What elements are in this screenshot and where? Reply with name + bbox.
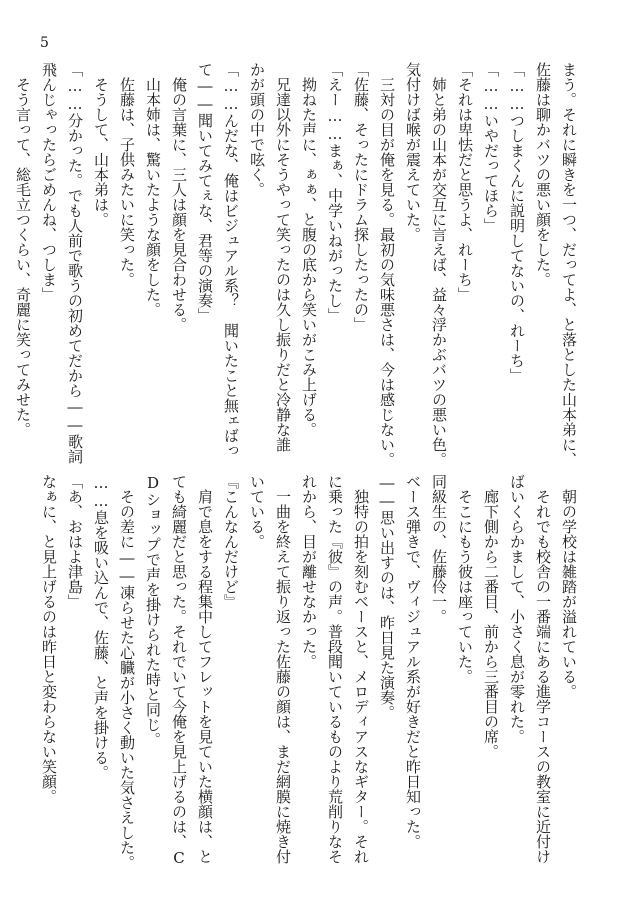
text-line: 山本姉は、驚いたような顔をした。 [144, 77, 162, 317]
page-number: 5 [40, 35, 49, 51]
text-line: 肩で息をする程集中してフレットを見ていた横顔は、と [196, 489, 214, 864]
text-line: かが頭の中で呟く。 [248, 62, 266, 197]
text-line: 「……つしまくんに説明してないの、れーち」 [508, 62, 526, 383]
text-line: 「えー……まぁ、中学いねがったし」 [326, 62, 344, 323]
text-line: Dショップで声を掛けられた時と同じ。 [144, 474, 162, 747]
text-line: に乗った『彼』の声。普段聞いているものより荒削りなそ [326, 474, 344, 864]
text-line: 佐藤は聊かバツの悪い顔をした。 [534, 62, 552, 287]
text-line: ――思い出すのは、昨日見た演奏。 [378, 474, 396, 720]
text-line: 「……いやだってほら」 [482, 62, 500, 233]
text-line: ばいくらかまして、小さく息が零れた。 [508, 474, 526, 744]
text-line: 一曲を終えて振り返った佐藤の顔は、まだ網膜に焼き付 [274, 489, 292, 864]
upper-text-block [14, 62, 582, 467]
text-line: 佐藤は、子供みたいに笑った。 [118, 77, 136, 287]
text-line: なぁに、と見上げるのは昨日と変わらない笑顔。 [40, 474, 58, 804]
text-line: 飛んじゃったらごめんね、つしま」 [40, 62, 58, 302]
text-line: 『こんなんだけど』 [222, 474, 240, 609]
text-line: 兄達以外にそうやって笑ったのは久し振りだと冷静な誰 [274, 77, 292, 452]
text-line: 気付けば喉が震えていた。 [404, 62, 422, 242]
text-line: 朝の学校は雑踏が溢れている。 [560, 489, 578, 699]
text-line: 廊下側から二番目、前から三番目の席。 [482, 489, 500, 759]
text-line: 「佐藤、そったにドラム探したったの」 [352, 62, 370, 332]
text-line: 拗ねた声に、ぁぁ、と腹の底から笑いがこみ上げる。 [300, 77, 318, 437]
text-line: 「それは卑怯だと思うよ、れーち」 [456, 62, 474, 302]
text-line: ……息を吸い込んで、佐藤、と声を掛ける。 [92, 474, 110, 780]
text-line: ても綺麗だと思った。それでいて今俺を見上げるのは、C [170, 474, 188, 867]
text-line: 姉と弟の山本が交互に言えば、益々浮かぶバツの悪い色。 [430, 77, 448, 467]
text-line: 独特の拍を刻むベースと、メロディアスなギター。それ [352, 489, 370, 864]
text-line: 「……んだな、俺はビジュアル系？ 聞いたこと無ェばっ [222, 62, 240, 458]
text-line: その差に――凍らせた心臓が小さく動いた気さえした。 [118, 489, 136, 870]
text-line: 三対の目が俺を見る。最初の気味悪さは、今は感じない。 [378, 77, 396, 467]
lower-text-block [40, 474, 582, 870]
text-line: 「……分かった。でも人前で歌うの初めてだから――歌詞 [66, 62, 84, 464]
text-line: 「あ、おはよ津島」 [66, 474, 84, 609]
text-line: まう。それに瞬きを一つ、だってよ、と落とした山本弟に、 [560, 62, 578, 467]
text-line: そこにもう彼は座っていた。 [456, 489, 474, 684]
text-line: いている。 [248, 474, 266, 549]
text-line: 同級生の、佐藤伶一。 [430, 474, 448, 624]
text-line: て――聞いてみてぇな、君等の演奏」 [196, 62, 214, 323]
text-line: そうして、山本弟は。 [92, 77, 110, 227]
text-line: 俺の言葉に、三人は顔を見合わせる。 [170, 77, 188, 332]
text-line: それでも校舎の一番端にある進学コースの教室に近付け [534, 489, 552, 864]
text-line: ベース弾きで、ヴィジュアル系が好きだと昨日知った。 [404, 474, 422, 849]
text-line: れから、目が離せなかった。 [300, 474, 318, 669]
text-line: そう言って、総毛立つくらい、奇麗に笑ってみせた。 [14, 77, 32, 437]
